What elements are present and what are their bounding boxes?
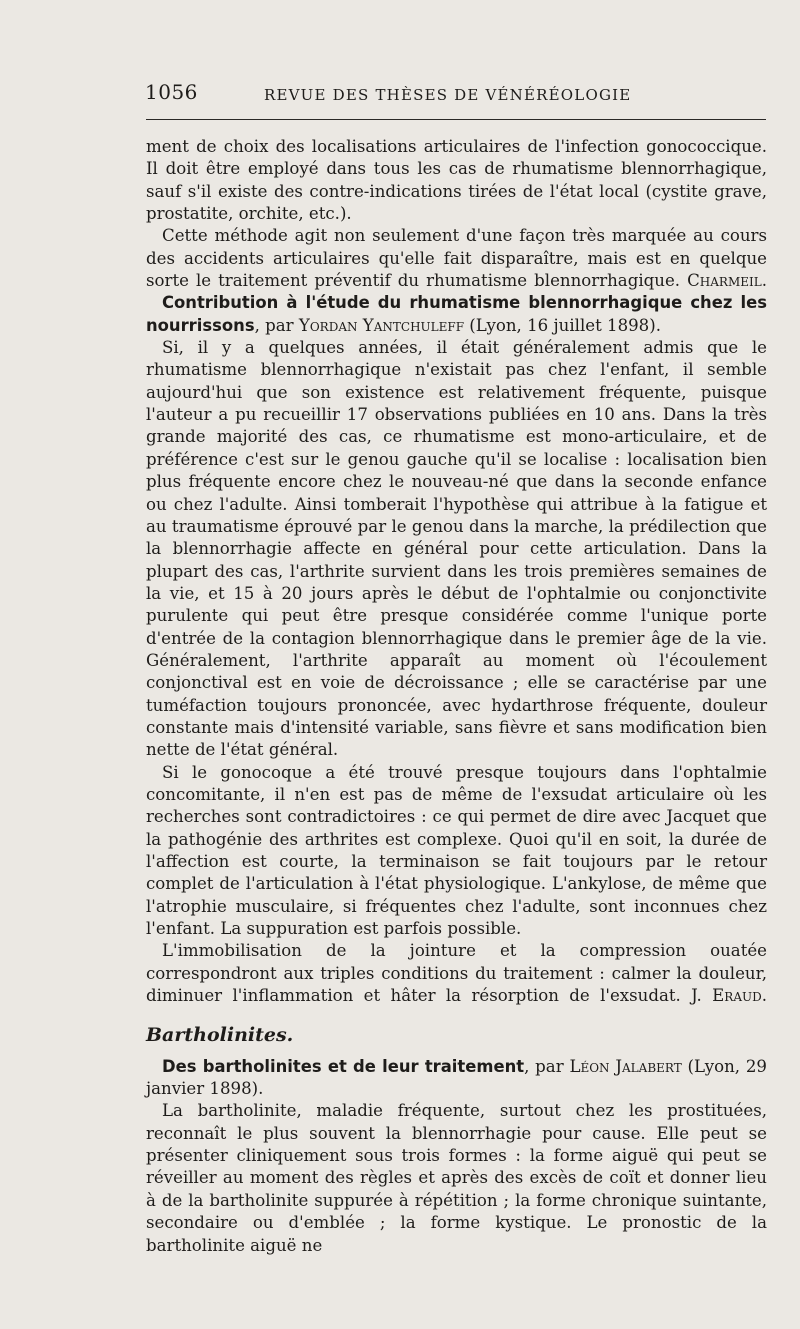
paragraph-1: ment de choix des localisations articulaires de l'infection gonococcique. Il doit être employé dans tous les cas de rhumatisme blennorrhagique, sauf s'il existe des contre-indications tirées de l'état local (cystite grave, prostatite, orchite, etc.). (146, 137, 767, 224)
paragraph-6: La bartholinite, maladie fréquente, surtout chez les prostituées, reconnaît le plus souvent la blennorrhagie pour cause. Elle peut se présenter cliniquement sous trois formes : la forme aiguë qui peut se réveiller au moment des règles et après des excès de coït et donner lieu à de la bartholinite suppurée à répétition ; la forme chronique suintante, secondaire ou d'emblée ; la forme kystique. Le pronostic de la bartholinite aiguë ne (146, 1101, 767, 1255)
page-header (145, 80, 767, 110)
article-author-2: Léon Jalabert (569, 1056, 682, 1076)
article-heading-2 (146, 1056, 767, 1101)
article-author-1: Yordan Yantchuleff (298, 315, 465, 335)
paragraph-5-text: L'immobilisation de la jointure et la compression ouatée correspondront aux triples conditions du traitement : calmer la douleur, diminuer l'inflammation et hâter la résorption de l'exsudat. (146, 941, 767, 1006)
article-body (146, 136, 767, 1257)
article-by-2: , par (524, 1056, 570, 1076)
page-number: 1056 (145, 80, 198, 104)
section-heading: Bartholinites. (146, 1024, 294, 1047)
article-title-2: Des bartholinites et de leur traitement (162, 1056, 525, 1076)
article-by-1: , par (254, 315, 299, 335)
paragraph-2-text: Cette méthode agit non seulement d'une façon très marquée au cours des accidents articulaires qu'elle fait disparaître, mais est en quelque sorte le traitement préventif du rhumatisme blennorrhagique. (146, 226, 767, 291)
running-title: REVUE DES THÈSES DE VÉNÉRÉOLOGIE (264, 86, 632, 104)
paragraph-4: Si le gonocoque a été trouvé presque toujours dans l'ophtalmie concomitante, il n'en est pas de même de l'exsudat articulaire où les recherches sont contradictoires : ce qui permet de dire avec Jacquet que la pathogénie des arthrites est complexe. Quoi qu'il en soit, la durée de l'affection est courte, la terminaison se fait toujours par le retour complet de l'articulation à l'état physiologique. L'ankylose, de même que l'atrophie musculaire, si fréquentes chez l'adulte, sont inconnues chez l'enfant. La suppuration est parfois possible. (146, 762, 767, 939)
article-heading-1 (146, 292, 767, 337)
signature-eraud: J. Eraud. (691, 986, 767, 1006)
signature-charmeil: Charmeil. (687, 271, 767, 291)
paragraph-3: Si, il y a quelques années, il était généralement admis que le rhumatisme blennorrhagique n'existait pas chez l'enfant, il semble aujourd'hui que son existence est relativement fréquente, puisque l'auteur a pu recueillir 17 observations publiées en 10 ans. Dans la très grande majorité des cas, ce rhumatisme est mono-articulaire, et de préférence c'est sur le genou gauche qu'il se localise : localisation bien plus fréquente encore chez le nouveau-né que dans la seconde enfance ou chez l'adulte. Ainsi tomberait l'hypothèse qui attribue à la fatigue et au traumatisme éprouvé par le genou dans la marche, la prédilection que la blennorrhagie affecte en général pour cette articulation. Dans la plupart des cas, l'arthrite survient dans les trois premières semaines de la vie, et 15 à 20 jours après le début de l'ophtalmie ou conjonctivite purulente qui peut être presque considérée comme l'unique porte d'entrée de la contagion blennorrhagique dans le premier âge de la vie. Généralement, l'arthrite apparaît au moment où l'écoulement conjonctival est en voie de décroissance ; elle se caractérise par une tuméfaction toujours prononcée, avec hydarthrose fréquente, douleur constante mais d'intensité variable, sans fièvre et sans modification bien nette de l'état général. (146, 338, 767, 760)
article-title-1: Contribution à l'étude du rhumatisme blennorrhagique chez les nourrissons (146, 293, 767, 335)
paragraph-2 (146, 225, 767, 292)
paragraph-5 (146, 940, 767, 1007)
article-ref-2: (Lyon, 29 janvier 1898). (146, 1056, 767, 1099)
header-rule (146, 119, 766, 120)
article-ref-1: (Lyon, 16 juillet 1898). (464, 315, 661, 335)
